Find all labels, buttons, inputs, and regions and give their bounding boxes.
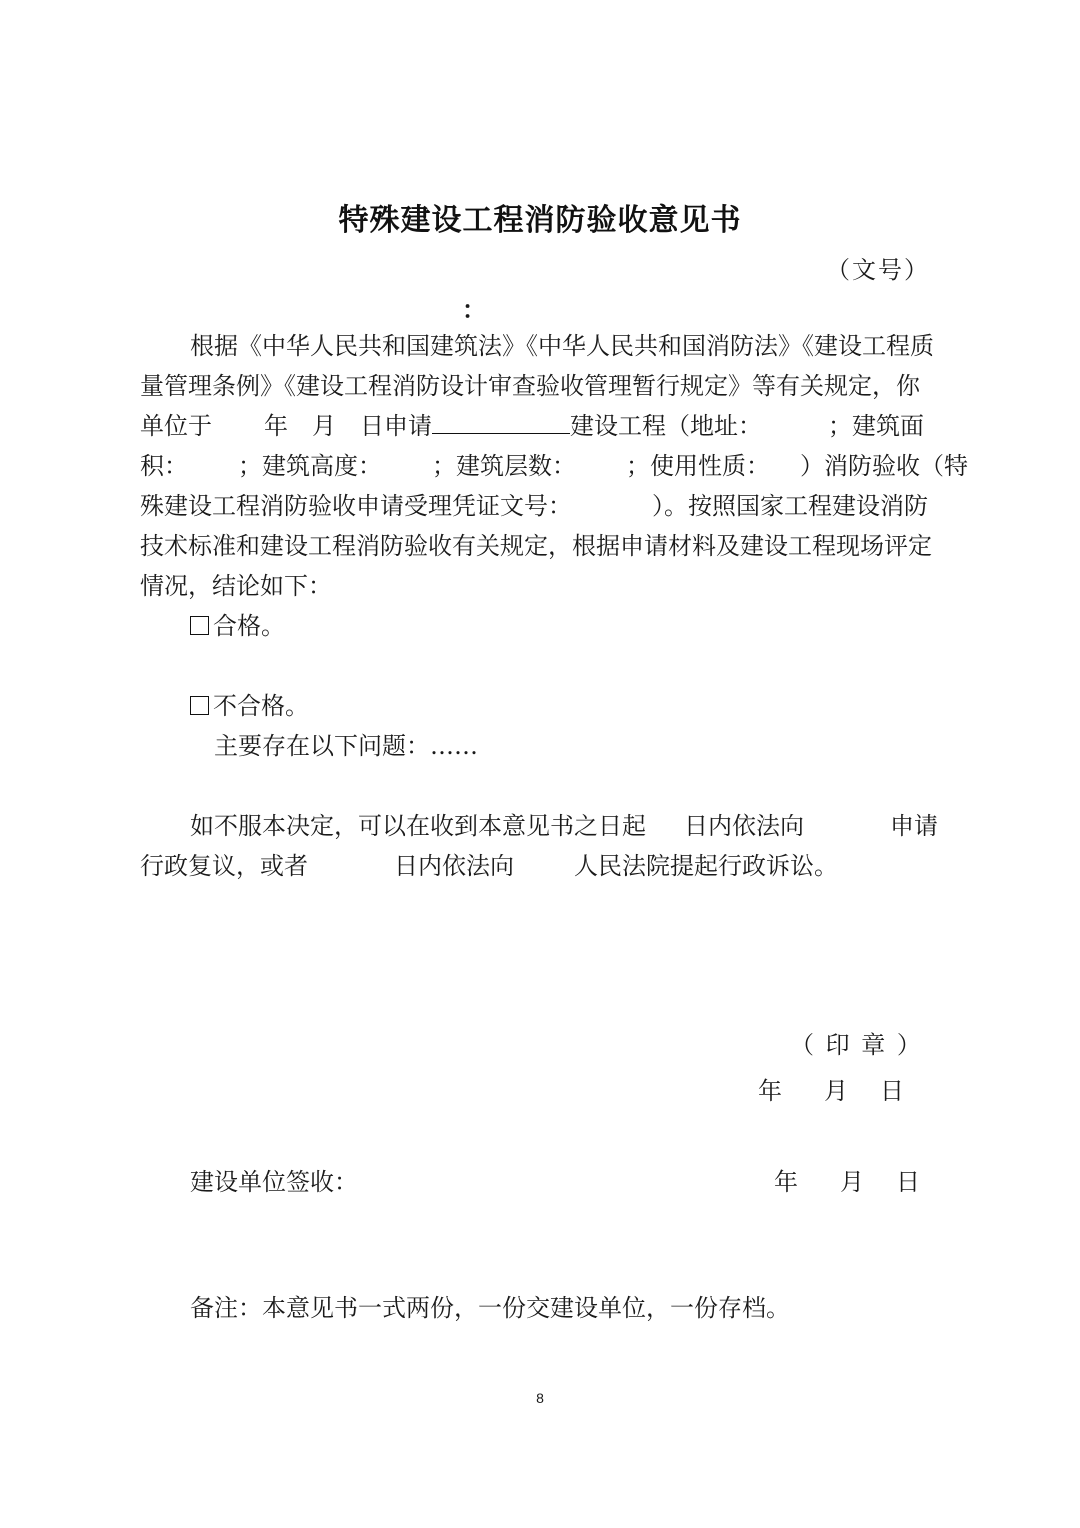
sign-date	[774, 1162, 920, 1202]
page-number: 8	[536, 1390, 544, 1406]
seal-date-year: 年	[758, 1077, 782, 1105]
apply-day: 日申请	[360, 412, 432, 440]
option-qualified[interactable]	[190, 606, 285, 646]
paragraph-line-6: 技术标准和建设工程消防验收有关规定，根据申请材料及建设工程现场评定	[140, 532, 932, 560]
qualified-checkbox[interactable]	[190, 616, 209, 635]
unqualified-label: 不合格。	[213, 692, 309, 720]
paragraph-line-4: 积： ；建筑高度： ；建筑层数： ；使用性质： ）消防验收（特	[140, 452, 968, 480]
paragraph-line-5: 殊建设工程消防验收申请受理凭证文号： ）。按照国家工程建设消防	[140, 492, 928, 520]
appeal-line-2: 行政复议，或者 日内依法向 人民法院提起行政诉讼。	[140, 852, 838, 880]
sign-date-year: 年	[774, 1168, 798, 1196]
appeal-line-1: 如不服本决定，可以在收到本意见书之日起 日内依法向 申请	[190, 812, 938, 840]
footnote: 备注：本意见书一式两份，一份交建设单位，一份存档。	[190, 1294, 790, 1322]
seal-date-month: 月	[824, 1077, 848, 1105]
paragraph-line-2: 量管理条例》《建设工程消防设计审查验收管理暂行规定》等有关规定，你	[140, 372, 920, 400]
sign-date-month: 月	[840, 1168, 864, 1196]
seal-label: （ 印 章 ）	[790, 1031, 923, 1059]
seal-date-day: 日	[880, 1077, 904, 1105]
paragraph-line-1: 根据《中华人民共和国建筑法》《中华人民共和国消防法》《建设工程质	[190, 332, 934, 360]
sign-date-day: 日	[896, 1168, 920, 1196]
seal-date	[758, 1071, 904, 1111]
apply-year: 年	[264, 412, 288, 440]
apply-month: 月	[312, 412, 336, 440]
paragraph-line-3: 单位于 年 月 日申请 建设工程（地址： ；建筑面	[140, 406, 924, 446]
document-number: （文号）	[826, 256, 930, 284]
sign-label: 建设单位签收：	[190, 1168, 358, 1196]
qualified-label: 合格。	[213, 612, 285, 640]
addressee-colon: ：	[462, 295, 486, 324]
option-unqualified[interactable]	[190, 686, 309, 726]
paragraph-line-7: 情况，结论如下：	[140, 572, 332, 600]
project-name-blank	[432, 407, 570, 434]
page-title: 特殊建设工程消防验收意见书	[338, 203, 742, 238]
problems-text: 主要存在以下问题：……	[214, 732, 478, 760]
unqualified-checkbox[interactable]	[190, 696, 209, 715]
